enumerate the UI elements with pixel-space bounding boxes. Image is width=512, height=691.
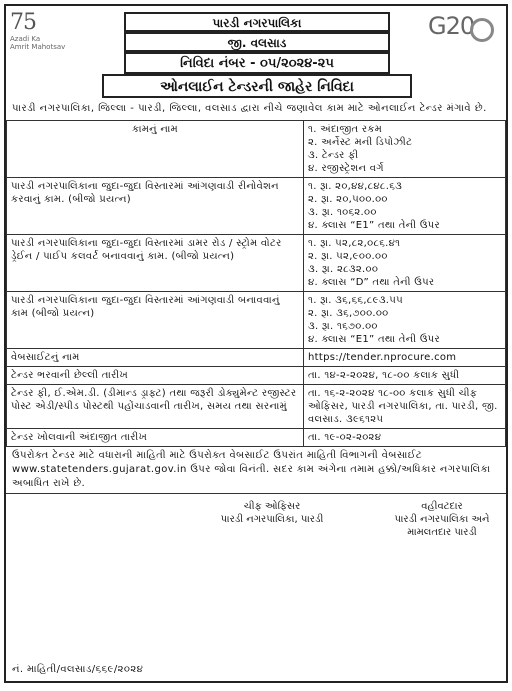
details-header: ૧. અંદાજીત રકમ ૨. અર્નેસ્ટ મની ડિપોઝીટ ૩. ટેન્ડર ફી ૪. રજીસ્ટ્રેશન વર્ગ	[304, 121, 506, 178]
website-value[interactable]: https://tender.nprocure.com	[304, 349, 506, 367]
org-name: પારડી નગરપાલિકા	[124, 12, 390, 32]
signature-block	[6, 494, 506, 539]
notice-header	[6, 6, 506, 100]
table-header-row	[7, 121, 506, 178]
last-date-value: તા. ૧૪-૨-૨૦૨૪, ૧૮-૦૦ કલાક સુધી	[304, 367, 506, 385]
intro-text: પારડી નગરપાલિકા, જિલ્લા - પારડી, જિલ્લા, વલસાડ દ્વારા નીચે જણાવેલ કામ માટે ઓનલાઈન ટેન્ડર મંગાવે છે.	[12, 103, 487, 114]
tender-number: નિવિદા નંબર - ૦૫/૨૦૨૪-૨૫	[124, 52, 390, 74]
work-details: ૧. રૂા. ૩૬,૬૬,૮૯૩.૫૫ ૨. રૂા. ૩૬,૭૦૦.૦૦ ૩. રૂા. ૧૬૭૦.૦૦ ૪. ક્લાસ “E1” તથા તેની ઉપર	[304, 292, 506, 349]
table-row	[7, 235, 506, 292]
work-name: પારડી નગરપાલિકાના જુદા-જુદા વિસ્તારમાં આંગણવાડી બનાવવાનું કામ (બીજો પ્રયત્ન)	[7, 292, 304, 349]
website-row	[7, 349, 506, 367]
opening-date-label: ટેન્ડર ખોલવાની અંદાજીત તારીખ	[7, 429, 304, 447]
work-name-header: કામનું નામ	[7, 121, 304, 178]
work-details: ૧. રૂા. ૨૦,૪૪,૮૪૮.૬૩ ૨. રૂા. ૨૦,૫૦૦.૦૦ ૩. રૂા. ૧૦૬૨.૦૦ ૪. ક્લાસ “E1” તથા તેની ઉપર	[304, 178, 506, 235]
footer-note: ઉપરોક્ત ટેન્ડર માટે વધારાની માહિતી માટે ઉપરોક્ત વેબસાઈટ ઉપરાંત માહિતી વિભાગની વેબસાઈટ www.statetenders.gujarat.gov.in ઉપર જોવા વિનંતી. સદર કામ અંગેના તમામ હક્કો/અધિકાર નગરપાલિકા અબાધિત રાખે છે.	[6, 447, 506, 494]
globe-icon	[470, 18, 494, 42]
table-row	[7, 292, 506, 349]
administrator-signature: વહીવટદાર પારડી નગરપાલિકા અને મામલતદાર પારડી	[394, 501, 490, 538]
reference-number: નં. માહિતી/વલસાડ/૬૬૯/૨૦૨૪	[12, 664, 144, 675]
azadi-ka-amrit-mahotsav-logo: 75 Azadi Ka Amrit Mahotsav	[10, 10, 66, 51]
submission-label: ટેન્ડર ફી, ઈ.એમ.ડી. (ડીમાન્ડ ડ્રાફ્ટ) તથા જરૂરી ડોક્યુમેન્ટ રજીસ્ટર પોસ્ટ એડી/સ્પીડ પોસ્ટથી પહોંચાડવાની તારીખ, સમય તથા સરનામું	[7, 385, 304, 429]
opening-date-row	[7, 429, 506, 447]
work-name: પારડી નગરપાલિકાના જુદા-જુદા વિસ્તારમાં આંગણવાડી રીનોવેશન કરવાનું કામ. (બીજો પ્રયત્ન)	[7, 178, 304, 235]
work-details: ૧. રૂા. ૫૨,૮૨,૦૮૬.૪૧ ૨. રૂા. ૫૨,૯૦૦.૦૦ ૩. રૂા. ૨૮૩૨.૦૦ ૪. ક્લાસ “D” તથા તેની ઉપર	[304, 235, 506, 292]
g20-logo: G20	[428, 12, 498, 52]
district-name: જી. વલસાડ	[124, 32, 390, 52]
last-date-row	[7, 367, 506, 385]
last-date-label: ટેન્ડર ભરવાની છેલ્લી તારીખ	[7, 367, 304, 385]
notice-title: ઓનલાઈન ટેન્ડરની જાહેર નિવિદા	[102, 74, 412, 98]
submission-value: તા. ૧૬-૨-૨૦૨૪ ૧૮-૦૦ કલાક સુધી ચીફ ઓફિસર, પારડી નગરપાલિકા, તા. પારડી, જી. વલસાડ. ૩૯૬૧૨૫	[304, 385, 506, 429]
website-label: વેબસાઈટનું નામ	[7, 349, 304, 367]
chief-officer-signature: ચીફ ઓફિસર પારડી નગરપાલિકા, પારડી	[220, 501, 324, 525]
tender-notice	[4, 4, 508, 683]
work-name: પારડી નગરપાલિકાના જુદા-જુદા વિસ્તારમાં ડામર રોડ / સ્ટ્રોમ વોટર ડ્રેઈન / પાઈપ કલવર્ટ બનાવવાનું કામ. (બીજો પ્રયત્ન)	[7, 235, 304, 292]
opening-date-value: તા. ૧૯-૦૨-૨૦૨૪	[304, 429, 506, 447]
table-row	[7, 178, 506, 235]
submission-row	[7, 385, 506, 429]
tender-table	[6, 120, 506, 447]
